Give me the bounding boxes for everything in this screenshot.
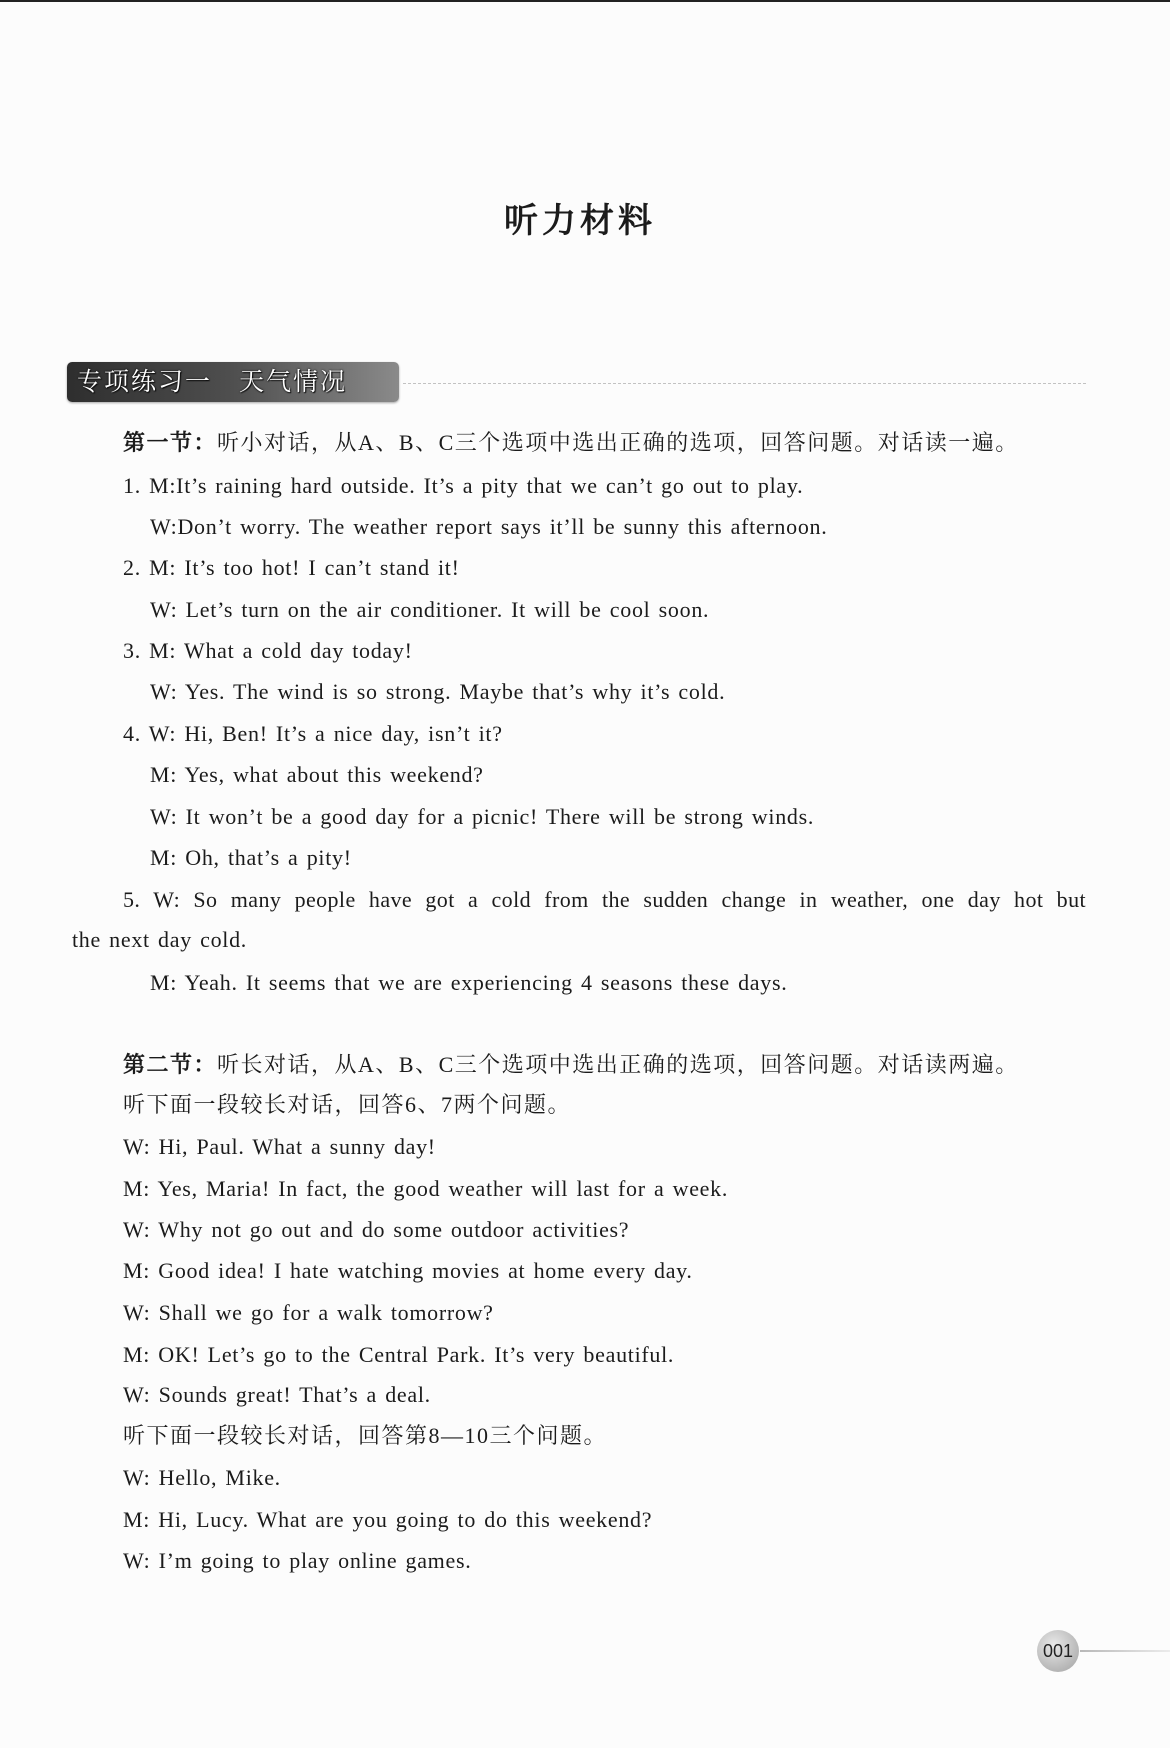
page-number: 001 — [1037, 1630, 1079, 1672]
dialogue-line: W: Sounds great! That’s a deal. — [123, 1382, 431, 1407]
page-number-rule — [1080, 1650, 1170, 1652]
page-title: 听力材料 — [504, 201, 656, 241]
dialogue-instruction: 听下面一段较长对话，回答第8—10三个问题。 — [123, 1423, 608, 1448]
dialogue-line: W: I’m going to play online games. — [123, 1548, 472, 1573]
dialogue-line: W: Shall we go for a walk tomorrow? — [123, 1300, 494, 1325]
dialogue-line: 5. W: So many people have got a cold from the sudden change in weather, one day hot but — [123, 887, 1086, 912]
part1-heading-label: 第一节： — [123, 430, 218, 455]
dialogue-line: M: Oh, that’s a pity! — [150, 845, 352, 870]
part2-heading — [123, 1050, 1019, 1080]
dialogue-line: M: OK! Let’s go to the Central Park. It’s very beautiful. — [123, 1342, 675, 1367]
section-divider — [403, 383, 1086, 384]
section-banner-label: 专项练习一 天气情况 — [77, 367, 348, 396]
part2-heading-text: 听长对话，从A、B、C三个选项中选出正确的选项，回答问题。对话读两遍。 — [217, 1052, 1019, 1077]
dialogue-line: M: Yeah. It seems that we are experiencing 4 seasons these days. — [150, 970, 788, 995]
dialogue-line: W: Hello, Mike. — [123, 1465, 281, 1490]
dialogue-line: M: Good idea! I hate watching movies at home every day. — [123, 1258, 693, 1283]
dialogue-line: W:Don’t worry. The weather report says it’ll be sunny this afternoon. — [150, 514, 828, 539]
dialogue-line: 4. W: Hi, Ben! It’s a nice day, isn’t it? — [123, 721, 503, 746]
part2-heading-label: 第二节： — [123, 1052, 218, 1077]
dialogue-line: W: It won’t be a good day for a picnic! There will be strong winds. — [150, 804, 815, 829]
dialogue-line: W: Yes. The wind is so strong. Maybe that’s why it’s cold. — [150, 679, 726, 704]
dialogue-line-continuation: the next day cold. — [72, 927, 247, 952]
top-border-rule — [0, 0, 1170, 2]
dialogue-line: 2. M: It’s too hot! I can’t stand it! — [123, 555, 460, 580]
dialogue-line: W: Let’s turn on the air conditioner. It will be cool soon. — [150, 597, 710, 622]
dialogue-line: W: Why not go out and do some outdoor activities? — [123, 1217, 630, 1242]
dialogue-instruction: 听下面一段较长对话，回答6、7两个问题。 — [123, 1092, 572, 1117]
dialogue-line: 3. M: What a cold day today! — [123, 638, 413, 663]
dialogue-line: M: Hi, Lucy. What are you going to do this weekend? — [123, 1507, 653, 1532]
dialogue-line: M: Yes, what about this weekend? — [150, 762, 484, 787]
part1-heading — [123, 428, 1019, 458]
dialogue-line: W: Hi, Paul. What a sunny day! — [123, 1134, 436, 1159]
section-banner — [67, 362, 399, 402]
dialogue-line: M: Yes, Maria! In fact, the good weather will last for a week. — [123, 1176, 729, 1201]
part1-heading-text: 听小对话，从A、B、C三个选项中选出正确的选项，回答问题。对话读一遍。 — [217, 430, 1019, 455]
dialogue-line: 1. M:It’s raining hard outside. It’s a pity that we can’t go out to play. — [123, 473, 804, 498]
